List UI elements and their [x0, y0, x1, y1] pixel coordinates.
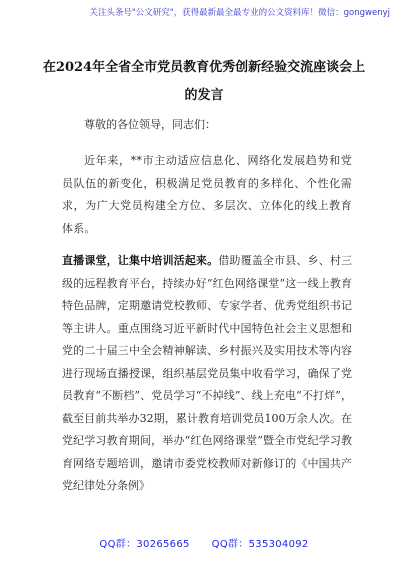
salutation: 尊敬的各位领导，同志们： — [84, 118, 216, 131]
intro-paragraph: 近年来，**市主动适应信息化、网络化发展趋势和党员队伍的新变化，积极满足党员教育的多样化、个性化需求，为广大党员构建全方位、多层次、立体化的线上教育体系。 — [62, 154, 352, 235]
live-class-paragraph — [62, 250, 352, 498]
footer-contact — [0, 535, 408, 550]
document-title: 在2024年全省全市党员教育优秀创新经验交流座谈会上的发言 — [42, 60, 366, 103]
qq-group-2: QQ群：535304092 — [211, 539, 309, 550]
paragraph-lead-heading: 直播课堂，让集中培训活起来。 — [62, 254, 219, 267]
paragraph-body: 借助覆盖全市县、乡、村三级的远程教育平台，持续办好“红色网络课堂”这一线上教育特色品牌，定期邀请党校教师、专家学者、优秀党组织书记等主讲人。重点围绕习近平新时代中国特色社会主义思想和党的二十届三中全会精神解读、乡村振兴及实用技术等内容进行现场直播授课，组织基层党员集中收看学习，确保了党员教育“不断档”、党员学习“不掉线”、线上充电“不打烊”，截至目前共举办32期，累计教育培训党员100万余人次。在党纪学习教育期间，举办“红色网络课堂”暨全市党纪学习教育网络专题培训，邀请市委党校教师对新修订的《中国共产党纪律处分条例》 — [62, 254, 353, 492]
header-banner: 关注头条号"公文研究"，获得最新最全最专业的公文资料库！微信：gongwenyj — [89, 8, 390, 18]
qq-group-1: QQ群：30265665 — [99, 539, 190, 550]
